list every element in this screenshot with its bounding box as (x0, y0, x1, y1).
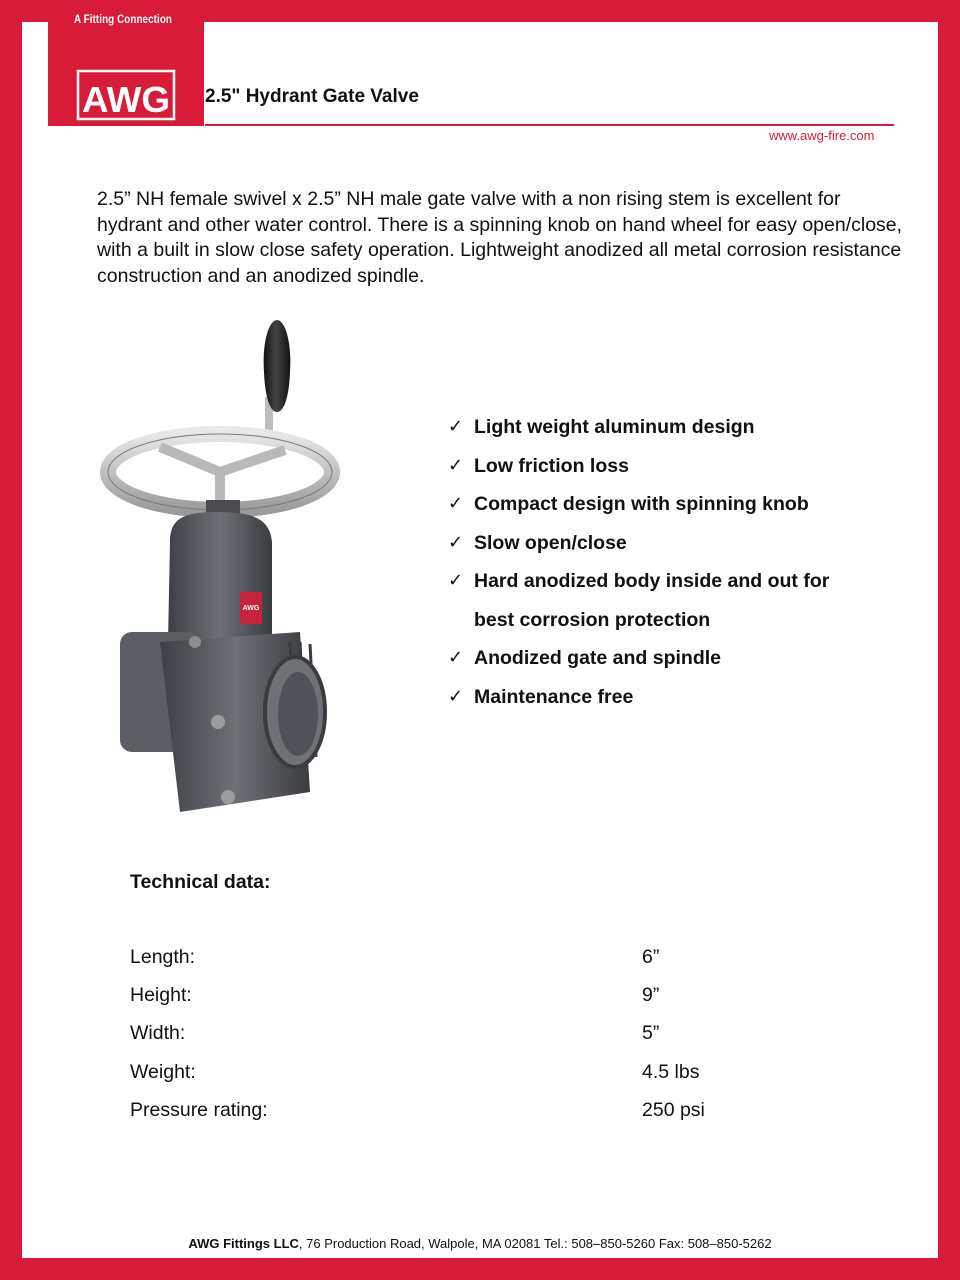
checkmark-icon: ✓ (448, 416, 464, 437)
spec-row-width (130, 1022, 830, 1052)
svg-text:AWG: AWG (82, 79, 170, 120)
spec-value: 6” (642, 946, 660, 968)
spec-label: Height: (130, 984, 192, 1006)
checkmark-icon: ✓ (448, 531, 464, 553)
gate-valve-image (100, 312, 340, 842)
feature-item-continuation: best corrosion protection (474, 608, 711, 631)
spec-label: Width: (130, 1022, 186, 1044)
feature-item: ✓ Light weight aluminum design (448, 408, 908, 447)
spec-label: Weight: (130, 1061, 196, 1083)
feature-item: ✓ Maintenance free (448, 678, 908, 717)
website-link[interactable]: www.awg-fire.com (769, 128, 875, 143)
awg-logo (76, 69, 176, 121)
svg-text:AWG: AWG (242, 605, 260, 612)
spec-row-height (130, 984, 830, 1014)
spec-row-pressure (130, 1099, 830, 1129)
spec-label: Length: (130, 946, 196, 968)
checkmark-icon: ✓ (448, 454, 464, 476)
checkmark-icon: ✓ (448, 493, 464, 514)
footer-address: , 76 Production Road, Walpole, MA 02081 Tel.: 508–850-5260 Fax: 508–850-5262 (298, 1236, 772, 1251)
footer-company: AWG Fittings LLC (188, 1236, 299, 1251)
spec-row-length (130, 946, 830, 976)
brand-tagline: A Fitting Connection (74, 12, 173, 26)
technical-data-heading: Technical data: (130, 871, 271, 893)
feature-item: ✓ Hard anodized body inside and out for (448, 562, 908, 601)
checkmark-icon: ✓ (448, 685, 464, 707)
product-title: 2.5" Hydrant Gate Valve (205, 86, 419, 107)
spec-value: 5” (642, 1022, 660, 1044)
checkmark-icon: ✓ (448, 647, 464, 668)
feature-item: ✓ Anodized gate and spindle (448, 639, 908, 678)
spec-value: 4.5 lbs (642, 1061, 700, 1083)
product-description: 2.5” NH female swivel x 2.5” NH male gate valve with a non rising stem is excellent for hydrant and other water control. There is a spinning knob on hand wheel for easy open/close, with a built in slow close safety operation. Lightweight anodized all metal corrosion resistance construction and an anodized spindle. (97, 188, 903, 287)
spec-value: 9” (642, 984, 660, 1006)
feature-list (448, 408, 908, 716)
spec-value: 250 psi (642, 1099, 705, 1121)
header-divider (205, 124, 894, 126)
spec-label: Pressure rating: (130, 1099, 268, 1121)
checkmark-icon: ✓ (448, 570, 464, 591)
footer-contact (0, 1236, 960, 1251)
feature-item: ✓ Slow open/close (448, 524, 908, 563)
feature-item: ✓ Compact design with spinning knob (448, 485, 908, 524)
spec-row-weight (130, 1061, 830, 1091)
feature-item: ✓ Low friction loss (448, 447, 908, 486)
